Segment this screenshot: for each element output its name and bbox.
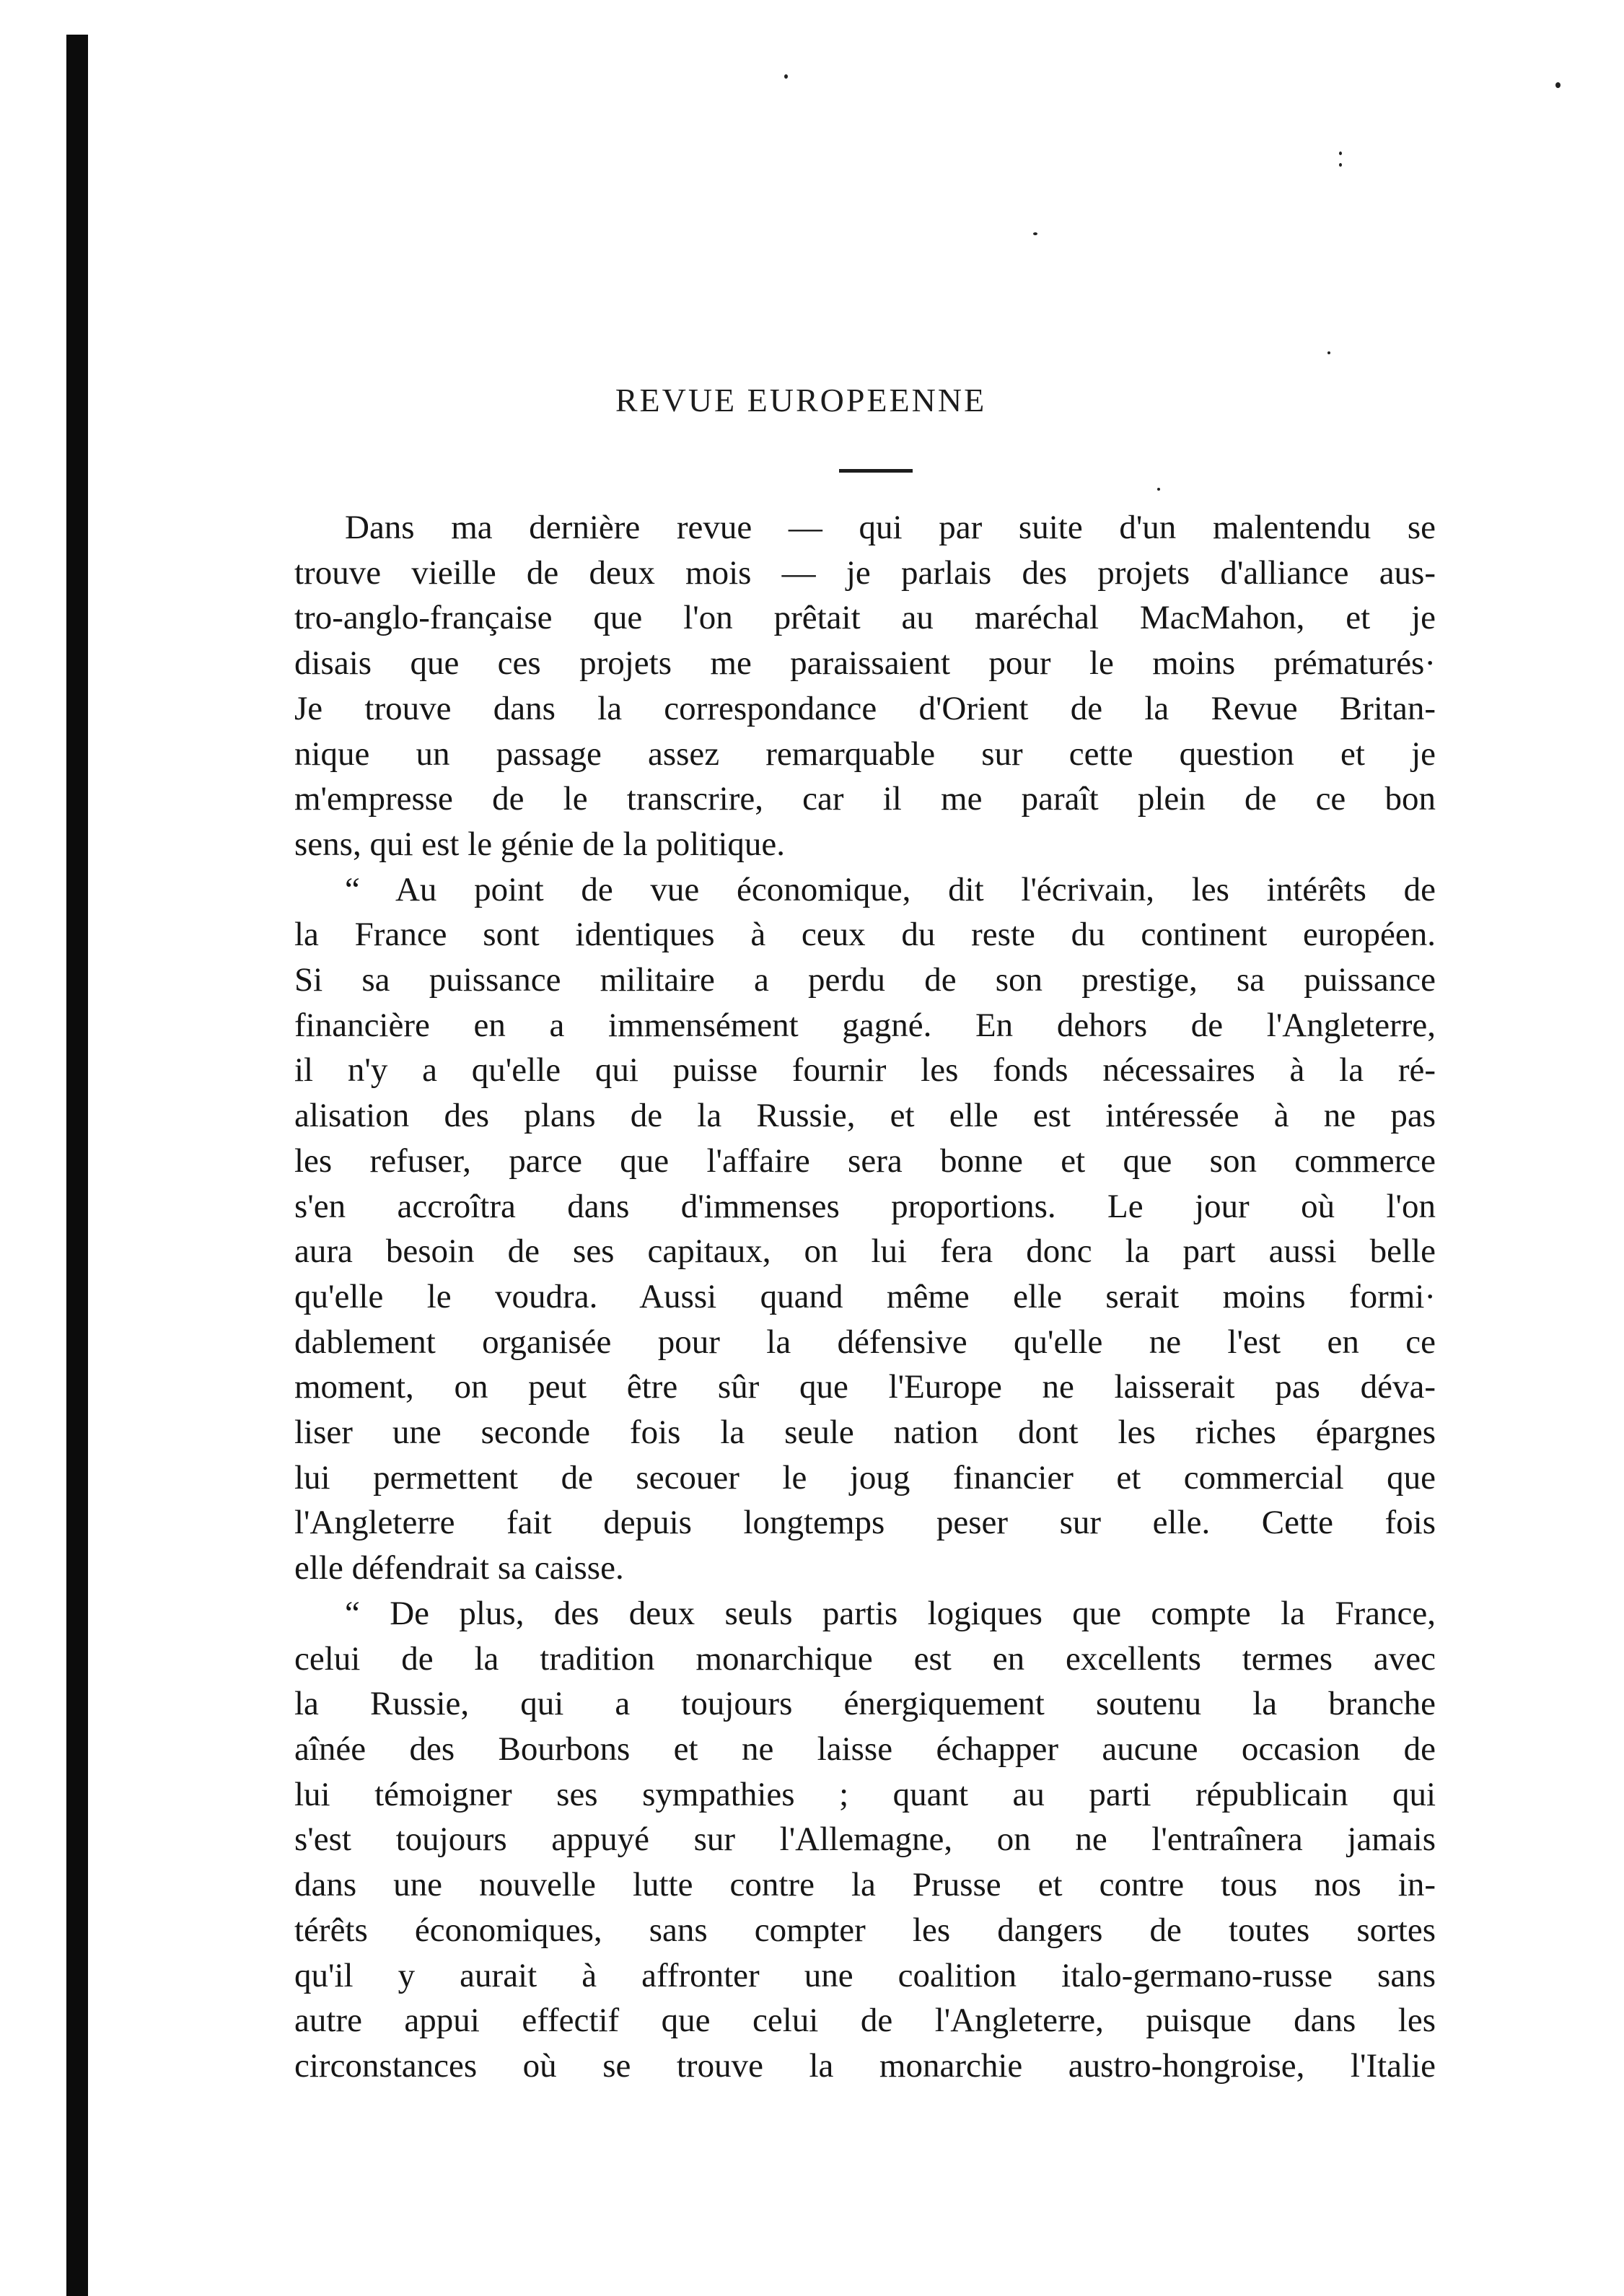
text-line: s'en accroîtra dans d'immenses proportions. Le jour où l'on: [294, 1187, 1436, 1225]
text-line: Dans ma dernière revue — qui par suite d'un malentendu se: [345, 509, 1436, 546]
text-line: aînée des Bourbons et ne laisse échapper aucune occasion de: [294, 1730, 1436, 1768]
text-line: financière en a immensément gagné. En dehors de l'Angleterre,: [294, 1006, 1436, 1044]
text-line: Si sa puissance militaire a perdu de son prestige, sa puissance: [294, 961, 1436, 999]
text-line: liser une seconde fois la seule nation dont les riches épargnes: [294, 1414, 1436, 1452]
scan-speck: [784, 74, 788, 79]
text-line: aura besoin de ses capitaux, on lui fera donc la part aussi belle: [294, 1232, 1436, 1271]
text-line: térêts économiques, sans compter les dangers de toutes sortes: [294, 1911, 1436, 1949]
text-line: elle défendrait sa caisse.: [294, 1549, 624, 1587]
text-line: circonstances où se trouve la monarchie austro-hongroise, l'Italie: [294, 2046, 1436, 2085]
text-line: moment, on peut être sûr que l'Europe ne laisserait pas déva-: [294, 1368, 1436, 1406]
text-line: la France sont identiques à ceux du reste du continent européen.: [294, 916, 1436, 954]
text-line: dans une nouvelle lutte contre la Prusse et contre tous nos in-: [294, 1866, 1436, 1904]
text-line: nique un passage assez remarquable sur cette question et je: [294, 735, 1436, 773]
paragraph-1: [294, 505, 1436, 867]
text-line: tro-anglo-française que l'on prêtait au maréchal MacMahon, et je: [294, 599, 1436, 637]
scan-speck: [1339, 163, 1342, 167]
text-line: celui de la tradition monarchique est en excellents termes avec: [294, 1639, 1436, 1678]
scan-speck: [1327, 351, 1330, 354]
text-line: alisation des plans de la Russie, et elle est intéressée à ne pas: [294, 1097, 1436, 1135]
text-line: sens, qui est le génie de la politique.: [294, 825, 786, 863]
scan-speck: [1339, 152, 1342, 155]
scan-speck: [1555, 82, 1561, 88]
text-line: la Russie, qui a toujours énergiquement soutenu la branche: [294, 1685, 1436, 1723]
text-line: disais que ces projets me paraissaient pour le moins prématurés·: [294, 644, 1436, 683]
scan-speck: [1157, 488, 1160, 491]
scan-speck: [1033, 232, 1037, 235]
binding-edge-shadow: [66, 35, 88, 2296]
running-header: REVUE EUROPEENNE: [615, 382, 987, 419]
text-line: lui permettent de secouer le joug financier et commercial que: [294, 1458, 1436, 1497]
text-line: les refuser, parce que l'affaire sera bonne et que son commerce: [294, 1142, 1436, 1180]
article-body: [294, 505, 1436, 2089]
text-line: “ De plus, des deux seuls partis logiques que compte la France,: [345, 1594, 1436, 1632]
text-line: qu'elle le voudra. Aussi quand même elle serait moins formi·: [294, 1277, 1436, 1315]
header-rule: [839, 469, 913, 473]
text-line: autre appui effectif que celui de l'Angleterre, puisque dans les: [294, 2002, 1436, 2040]
paragraph-2: [294, 867, 1436, 1591]
text-line: dablement organisée pour la défensive qu'elle ne l'est en ce: [294, 1323, 1436, 1361]
text-line: l'Angleterre fait depuis longtemps peser sur elle. Cette fois: [294, 1504, 1436, 1542]
text-line: lui témoigner ses sympathies ; quant au parti républicain qui: [294, 1775, 1436, 1813]
text-line: s'est toujours appuyé sur l'Allemagne, on ne l'entraînera jamais: [294, 1820, 1436, 1859]
text-line: trouve vieille de deux mois — je parlais des projets d'alliance aus-: [294, 553, 1436, 592]
text-line: il n'y a qu'elle qui puisse fournir les fonds nécessaires à la ré-: [294, 1051, 1436, 1090]
text-line: qu'il y aurait à affronter une coalition italo-germano-russe sans: [294, 1956, 1436, 1994]
text-line: m'empresse de le transcrire, car il me paraît plein de ce bon: [294, 780, 1436, 818]
text-line: “ Au point de vue économique, dit l'écrivain, les intérêts de: [345, 870, 1436, 908]
paragraph-3: [294, 1591, 1436, 2089]
text-line: Je trouve dans la correspondance d'Orient de la Revue Britan-: [294, 689, 1436, 727]
